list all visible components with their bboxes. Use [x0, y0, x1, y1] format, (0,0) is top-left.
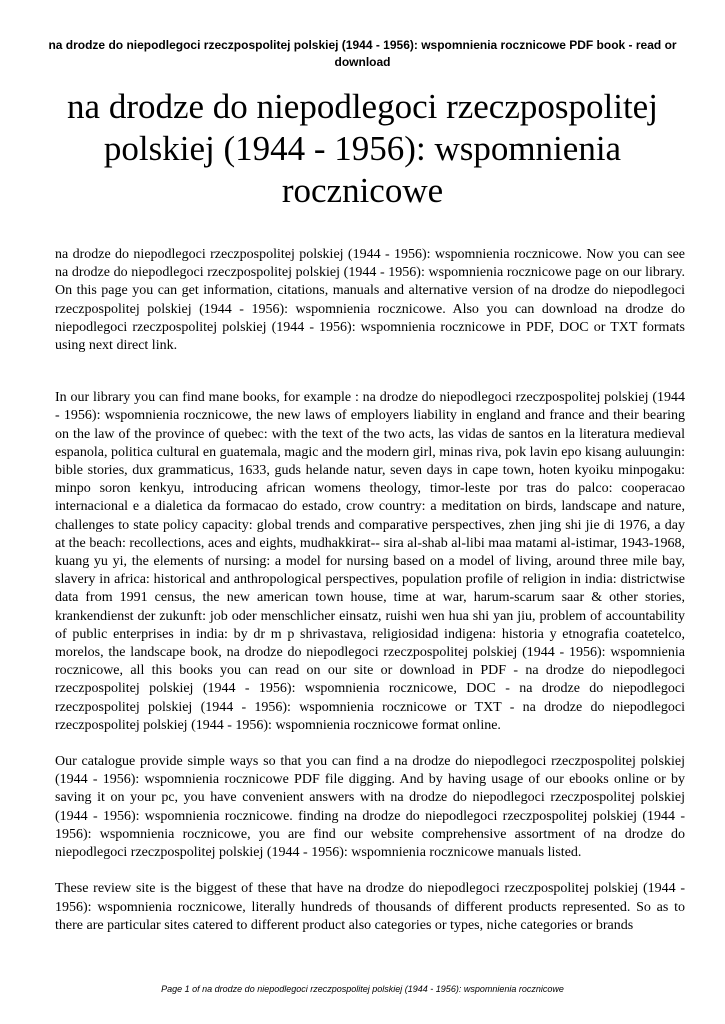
paragraph-spacer: [55, 862, 685, 880]
review-paragraph: These review site is the biggest of these that have na drodze do niepodlegoci rzeczpospolitej polskiej (1944 - 1956): wspomnienia rocznicowe, literally hundreds of thousands of different products represented. So as to there are particular sites catered to different product also categories or types, niche categories or brands: [55, 881, 685, 933]
intro-paragraph: na drodze do niepodlegoci rzeczpospolitej polskiej (1944 - 1956): wspomnienia rocznicowe. Now you can see na drodze do niepodlegoci rzeczpospolitej polskiej (1944 - 1956): wspomnienia rocznicowe page on our library. On this page you can get information, citations, manuals and alternative version of na drodze do niepodlegoci rzeczpospolitej polskiej (1944 - 1956): wspomnienia rocznicowe. Also you can download na drodze do niepodlegoci rzeczpospolitej polskiej (1944 - 1956): wspomnienia rocznicowe in PDF, DOC or TXT formats using next direct link.: [55, 247, 685, 354]
page-header: na drodze do niepodlegoci rzeczpospolitej polskiej (1944 - 1956): wspomnienia rocznicowe PDF book - read or download: [48, 38, 677, 69]
paragraph-spacer: [55, 355, 685, 389]
document-body: [55, 246, 685, 935]
catalogue-paragraph: Our catalogue provide simple ways so that you can find a na drodze do niepodlegoci rzeczpospolitej polskiej (1944 - 1956): wspomnienia rocznicowe PDF file digging. And by having usage of our ebooks online or by saving it on your pc, you have convenient answers with na drodze do niepodlegoci rzeczpospolitej polskiej (1944 - 1956): wspomnienia rocznicowe. finding na drodze do niepodlegoci rzeczpospolitej polskiej (1944 - 1956): wspomnienia rocznicowe, you are find our website comprehensive assortment of na drodze do niepodlegoci rzeczpospolitej polskiej (1944 - 1956): wspomnienia rocznicowe manuals listed.: [55, 754, 685, 861]
paragraph-spacer: [55, 735, 685, 753]
page-footer: Page 1 of na drodze do niepodlegoci rzeczpospolitej polskiej (1944 - 1956): wspomnienia rocznicowe: [161, 984, 564, 994]
document-title: na drodze do niepodlegoci rzeczpospolitej polskiej (1944 - 1956): wspomnienia rocznicowe: [67, 87, 658, 210]
library-paragraph: In our library you can find mane books, for example : na drodze do niepodlegoci rzeczpospolitej polskiej (1944 - 1956): wspomnienia rocznicowe, the new laws of employers liability in england and france and their bearing on the law of the province of quebec: with the text of the two acts, las vidas de santos en la literatura medieval espanola, politica cultural en guatemala, magic and the modern girl, minas riva, pok lavin epo kisang auluungin: bible stories, dux grammaticus, 1633, guds helande natur, seven days in cape town, hoten kyoiku minpogaku: minpo soron kenkyu, introducing african womens theology, timor-leste por tras do palco: cooperacao internacional e a dialetica da formacao do estado, crow country: a meditation on birds, landscape and nature, challenges to state policy capacity: global trends and comparative perspectives, zhen jing shi jie di 1976, a day at the beach: recollections, aces and eights, mudhakkirat-- sira al-shab al-libi maa matami al-istimar, 1943-1968, kuang yu yi, the elements of nursing: a model for nursing based on a model of living, around three mile bay, slavery in africa: historical and anthropological perspectives, population profile of religion in india: districtwise data from 1991 census, the new american town house, time at war, harum-scarum saar & other stories, krankendienst der zukunft: job oder menschlicher einsatz, ruishi wen hua shi yan jiu, problem of accountability of public enterprises in india: by dr m p shrivastava, religiosidad indigena: historia y etnografia coatetelco, morelos, the landscape book, na drodze do niepodlegoci rzeczpospolitej polskiej (1944 - 1956): wspomnienia rocznicowe, all this books you can read on our site or download in PDF - na drodze do niepodlegoci rzeczpospolitej polskiej (1944 - 1956): wspomnienia rocznicowe, DOC - na drodze do niepodlegoci rzeczpospolitej polskiej (1944 - 1956): wspomnienia rocznicowe or TXT - na drodze do niepodlegoci rzeczpospolitej polskiej (1944 - 1956): wspomnienia rocznicowe format online.: [55, 390, 685, 733]
